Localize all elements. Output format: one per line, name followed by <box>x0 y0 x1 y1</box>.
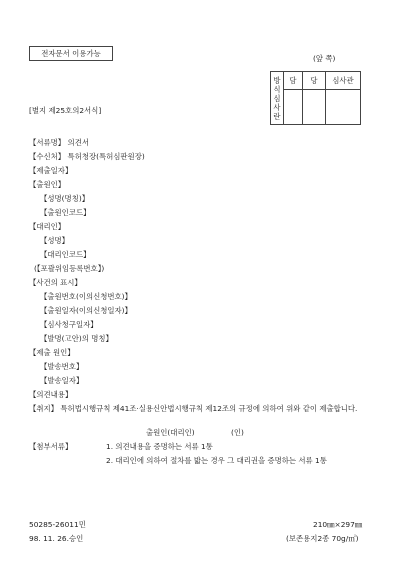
purpose-text: 【취지】 특허법시행규칙 제41조·실용신안법시행규칙 제12조의 규정에 의하여 위와 같이 제출합니다. <box>29 404 358 413</box>
field-case: 【사건의 표시】 <box>29 278 82 287</box>
field-invention-title: 【발명(고안)의 명칭】 <box>40 334 113 343</box>
field-submit-date: 【제출일자】 <box>29 166 73 175</box>
approval-vertical-label: 방식심사란 <box>271 72 284 125</box>
approval-cell-3[interactable] <box>326 89 361 124</box>
footer-code: 50285-26011민 <box>29 520 86 529</box>
form-code: [별지 제25호의2서식] <box>29 106 102 115</box>
field-applicant-name: 【성명(명칭)】 <box>40 194 90 203</box>
field-dispatch-number: 【발송번호】 <box>40 362 84 371</box>
field-power-of-attorney: (【포괄위임등록번호】) <box>34 264 105 273</box>
field-opinion: 【의견내용】 <box>29 390 73 399</box>
approval-col-3: 심사관 <box>326 72 361 90</box>
field-doc-name: 【서류명】 의견서 <box>29 138 89 147</box>
field-agent-name: 【성명】 <box>40 236 70 245</box>
field-applicant-code: 【출원인코드】 <box>40 208 91 217</box>
approval-col-2: 당 <box>303 72 326 90</box>
e-document-badge: 전자문서 이용가능 <box>29 46 113 61</box>
signature-seal: (인) <box>231 428 244 437</box>
footer-size: 210㎜×297㎜ <box>313 520 363 529</box>
attachment-item-1: 1. 의견내용을 증명하는 서류 1통 <box>106 442 213 451</box>
page-side-label: (앞 쪽) <box>313 54 336 63</box>
field-application-number: 【출원번호(이의신청번호)】 <box>40 292 132 301</box>
approval-cell-1[interactable] <box>284 89 303 124</box>
signature-label: 출원인(대리인) <box>146 428 195 437</box>
field-application-date: 【출원일자(이의신청일자)】 <box>40 306 132 315</box>
approval-col-1: 담 <box>284 72 303 90</box>
approval-box <box>270 71 361 125</box>
field-submission-cause: 【제출 원인】 <box>29 348 75 357</box>
field-agent-code: 【대리인코드】 <box>40 250 91 259</box>
approval-cell-2[interactable] <box>303 89 326 124</box>
attachments-label: 【첨부서류】 <box>29 442 73 451</box>
attachment-item-2: 2. 대리인에 의하여 절차를 밟는 경우 그 대리권을 증명하는 서류 1통 <box>106 456 327 465</box>
field-dispatch-date: 【발송일자】 <box>40 376 84 385</box>
footer-approval: 98. 11. 26.승인 <box>29 534 84 543</box>
field-agent: 【대리인】 <box>29 222 66 231</box>
field-recipient: 【수신처】 특허청장(특허심판원장) <box>29 152 145 161</box>
footer-paper: (보존용지2종 70g/㎡) <box>286 534 359 543</box>
field-applicant: 【출원인】 <box>29 180 66 189</box>
field-exam-request-date: 【심사청구일자】 <box>40 320 98 329</box>
